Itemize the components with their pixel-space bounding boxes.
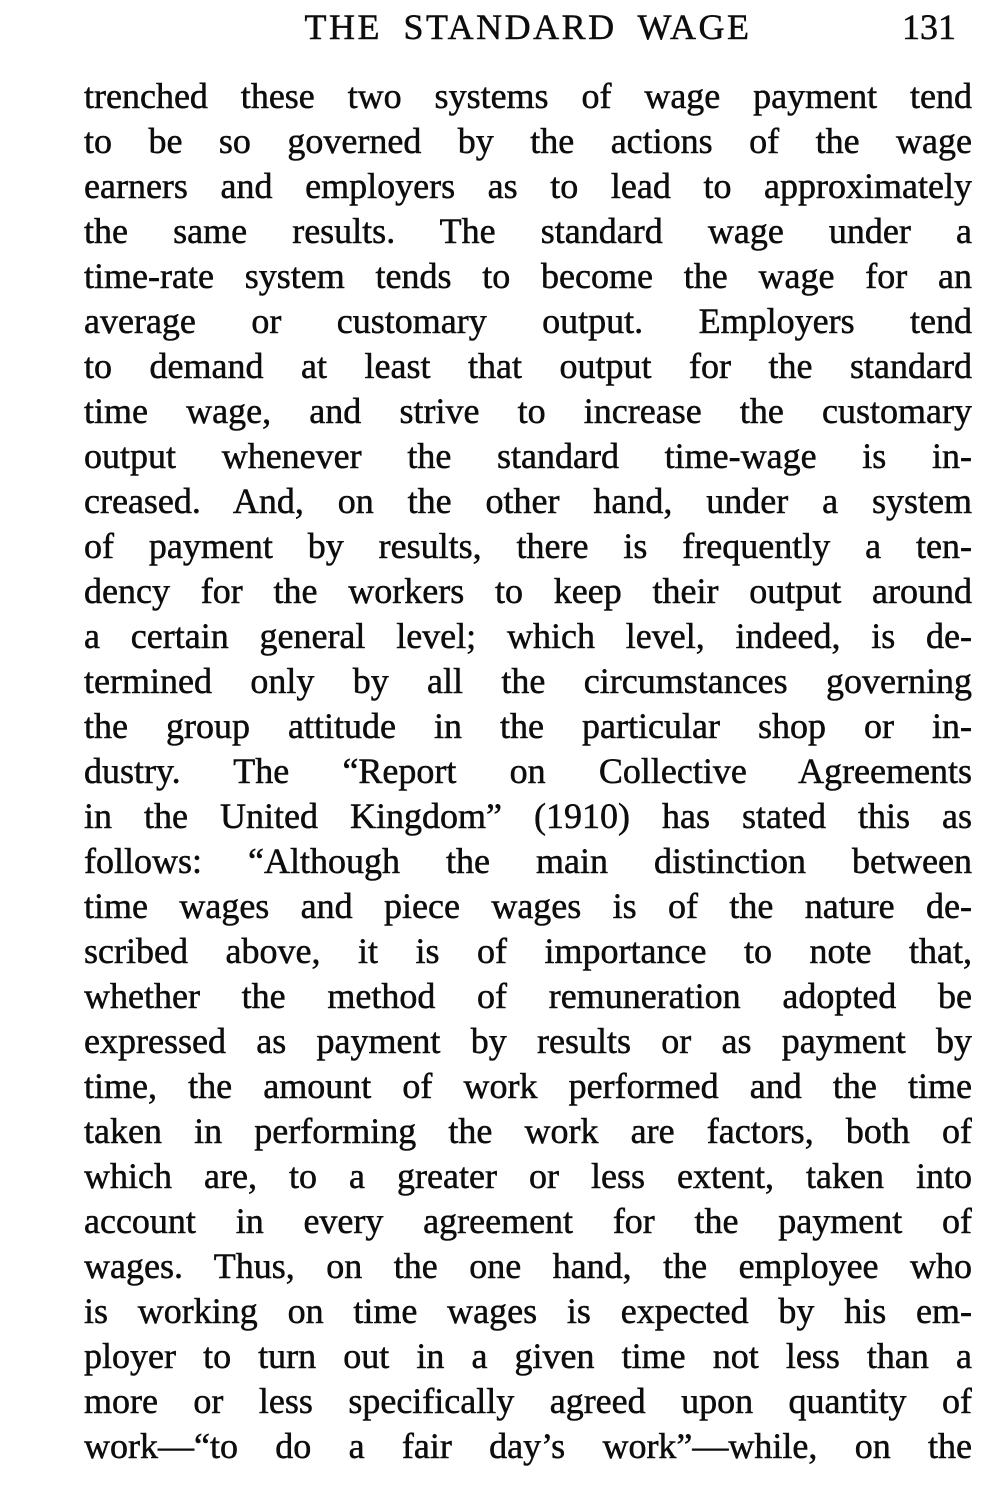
text-line: trenched these two systems of wage payment tend	[84, 76, 972, 116]
text-line: average or customary output. Employers tend	[84, 301, 972, 341]
text-line: to demand at least that output for the standard	[84, 346, 972, 386]
text-line: wages. Thus, on the one hand, the employee who	[84, 1246, 972, 1286]
text-line: time-rate system tends to become the wage for an	[84, 256, 972, 296]
text-line: time, the amount of work performed and the time	[84, 1066, 972, 1106]
text-line: is working on time wages is expected by his em-	[84, 1291, 972, 1331]
text-line: output whenever the standard time-wage is in-	[84, 436, 972, 476]
text-line: ployer to turn out in a given time not less than a	[84, 1336, 972, 1376]
page-number: 131	[902, 7, 956, 47]
text-line: expressed as payment by results or as payment by	[84, 1021, 972, 1061]
text-line: earners and employers as to lead to approximately	[84, 166, 972, 206]
page-header	[84, 6, 972, 48]
text-line: in the United Kingdom” (1910) has stated this as	[84, 796, 972, 836]
text-line: more or less specifically agreed upon quantity of	[84, 1381, 972, 1421]
text-line: account in every agreement for the payment of	[84, 1201, 972, 1241]
text-line: to be so governed by the actions of the wage	[84, 121, 972, 161]
text-line: time wage, and strive to increase the customary	[84, 391, 972, 431]
text-line: dency for the workers to keep their output around	[84, 571, 972, 611]
text-line: taken in performing the work are factors, both of	[84, 1111, 972, 1151]
text-line: a certain general level; which level, indeed, is de-	[84, 616, 972, 656]
text-line: the group attitude in the particular shop or in-	[84, 706, 972, 746]
text-line: follows: “Although the main distinction between	[84, 841, 972, 881]
text-line: of payment by results, there is frequently a ten-	[84, 526, 972, 566]
running-title: THE STANDARD WAGE	[304, 7, 752, 47]
text-line: creased. And, on the other hand, under a system	[84, 481, 972, 521]
text-line: scribed above, it is of importance to note that,	[84, 931, 972, 971]
text-line: which are, to a greater or less extent, taken into	[84, 1156, 972, 1196]
text-line: termined only by all the circumstances governing	[84, 661, 972, 701]
text-line: work—“to do a fair day’s work”—while, on the	[84, 1426, 972, 1466]
text-line: dustry. The “Report on Collective Agreements	[84, 751, 972, 791]
text-line: whether the method of remuneration adopted be	[84, 976, 972, 1016]
body-text	[84, 74, 972, 1469]
text-line: time wages and piece wages is of the nature de-	[84, 886, 972, 926]
text-line: the same results. The standard wage under a	[84, 211, 972, 251]
